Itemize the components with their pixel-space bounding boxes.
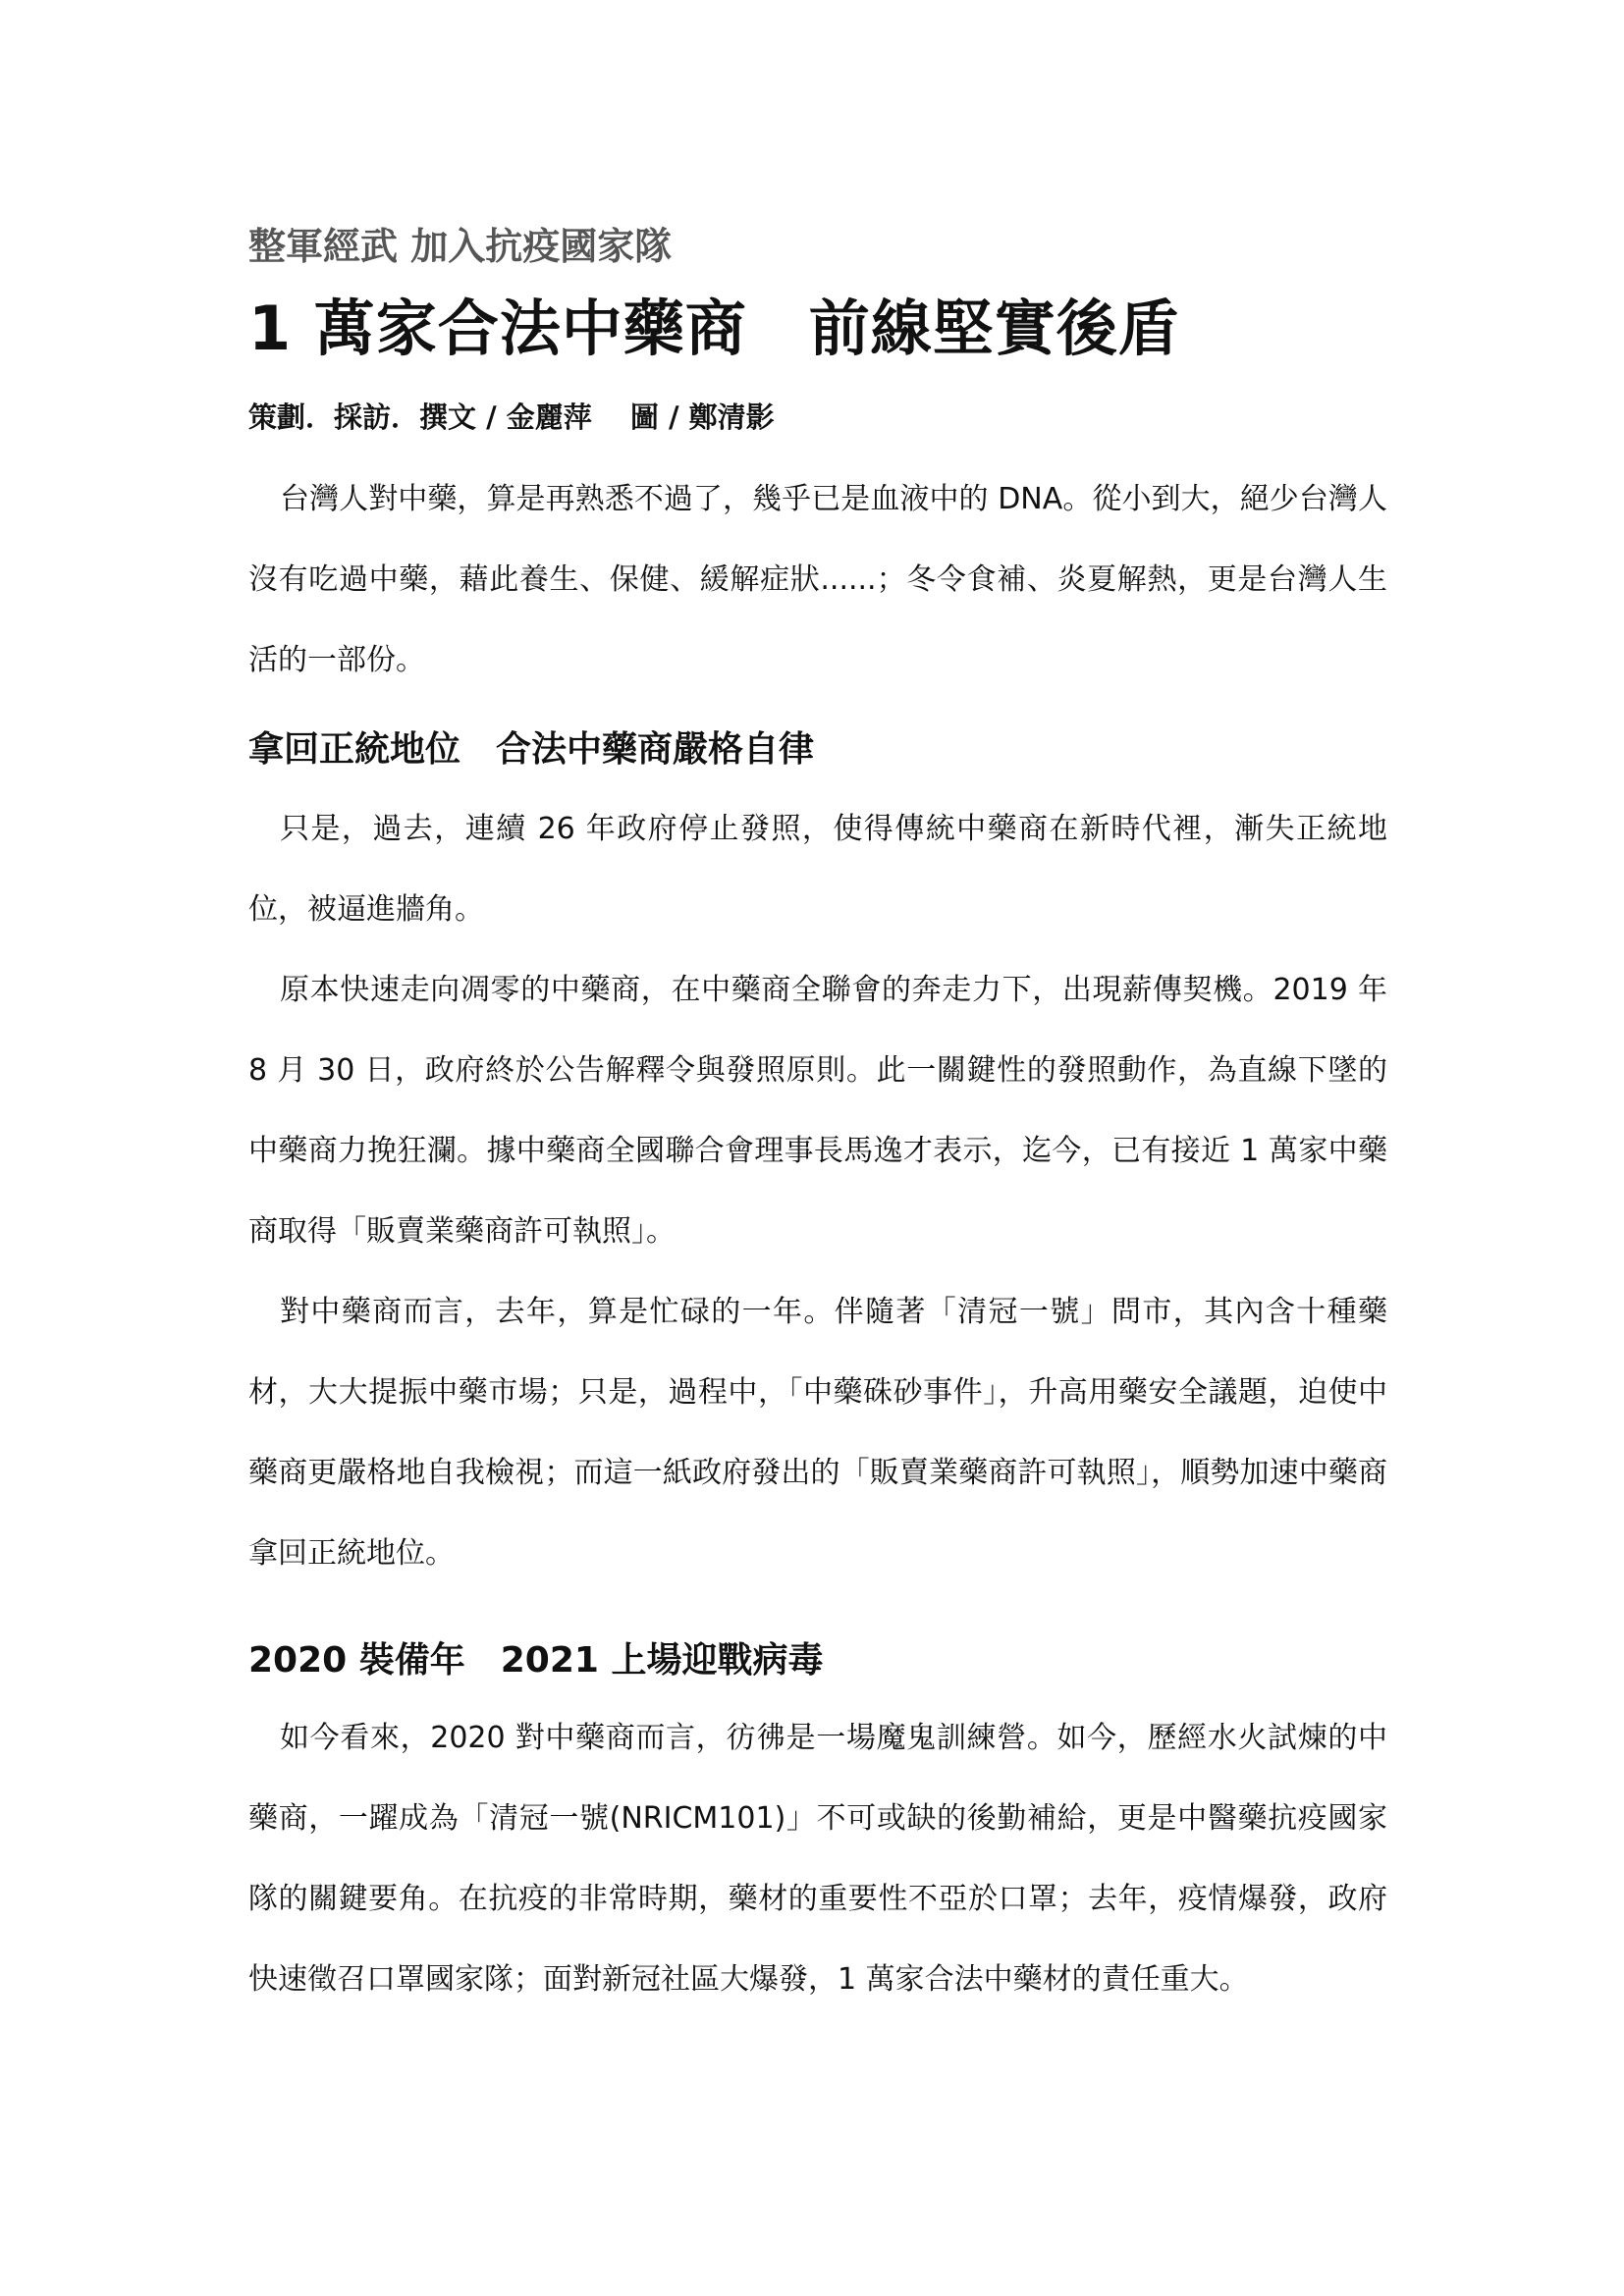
paragraph-2: 只是，過去，連續 26 年政府停止發照，使得傳統中藥商在新時代裡，漸失正統地位，被逼進牆角。 — [248, 812, 1387, 927]
paragraph-5: 如今看來，2020 對中藥商而言，彷彿是一場魔鬼訓練營。如今，歷經水火試煉的中藥商，一躍成為「清冠一號(NRICM101)」不可或缺的後勤補給，更是中醫藥抗疫國家隊的關鍵要角。在抗疫的非常時期，藥材的重要性不亞於口罩；去年，疫情爆發，政府快速徵召口罩國家隊；面對新冠社區大爆發，1 萬家合法中藥材的責任重大。 — [248, 1721, 1387, 1997]
section-heading-2: 2020 裝備年 2021 上場迎戰病毒 — [248, 1640, 824, 1681]
section-heading-1: 拿回正統地位 合法中藥商嚴格自律 — [248, 729, 815, 770]
paragraph-4: 對中藥商而言，去年，算是忙碌的一年。伴隨著「清冠一號」問市，其內含十種藥材，大大提振中藥市場；只是，過程中，「中藥硃砂事件」，升高用藥安全議題，迫使中藥商更嚴格地自我檢視；而這一紙政府發出的「販賣業藥商許可執照」，順勢加速中藥商拿回正統地位。 — [248, 1295, 1387, 1571]
paragraph-3: 原本快速走向凋零的中藥商，在中藥商全聯會的奔走力下，出現薪傳契機。2019 年 8 月 30 日，政府終於公告解釋令與發照原則。此一關鍵性的發照動作，為直線下墜的中藥商力挽狂瀾。據中藥商全國聯合會理事長馬逸才表示，迄今，已有接近 1 萬家中藥商取得「販賣業藥商許可執照」。 — [248, 973, 1387, 1249]
article-kicker: 整軍經武 加入抗疫國家隊 — [248, 225, 673, 268]
paragraph-intro: 台灣人對中藥，算是再熟悉不過了，幾乎已是血液中的 DNA。從小到大，絕少台灣人沒有吃過中藥，藉此養生、保健、緩解症狀......；冬令食補、炎夏解熱，更是台灣人生活的一部份。 — [248, 482, 1387, 677]
article-byline: 策劃．採訪．撰文 / 金麗萍 圖 / 鄭清影 — [248, 400, 775, 434]
article-title: 1 萬家合法中藥商 前線堅實後盾 — [248, 293, 1180, 364]
